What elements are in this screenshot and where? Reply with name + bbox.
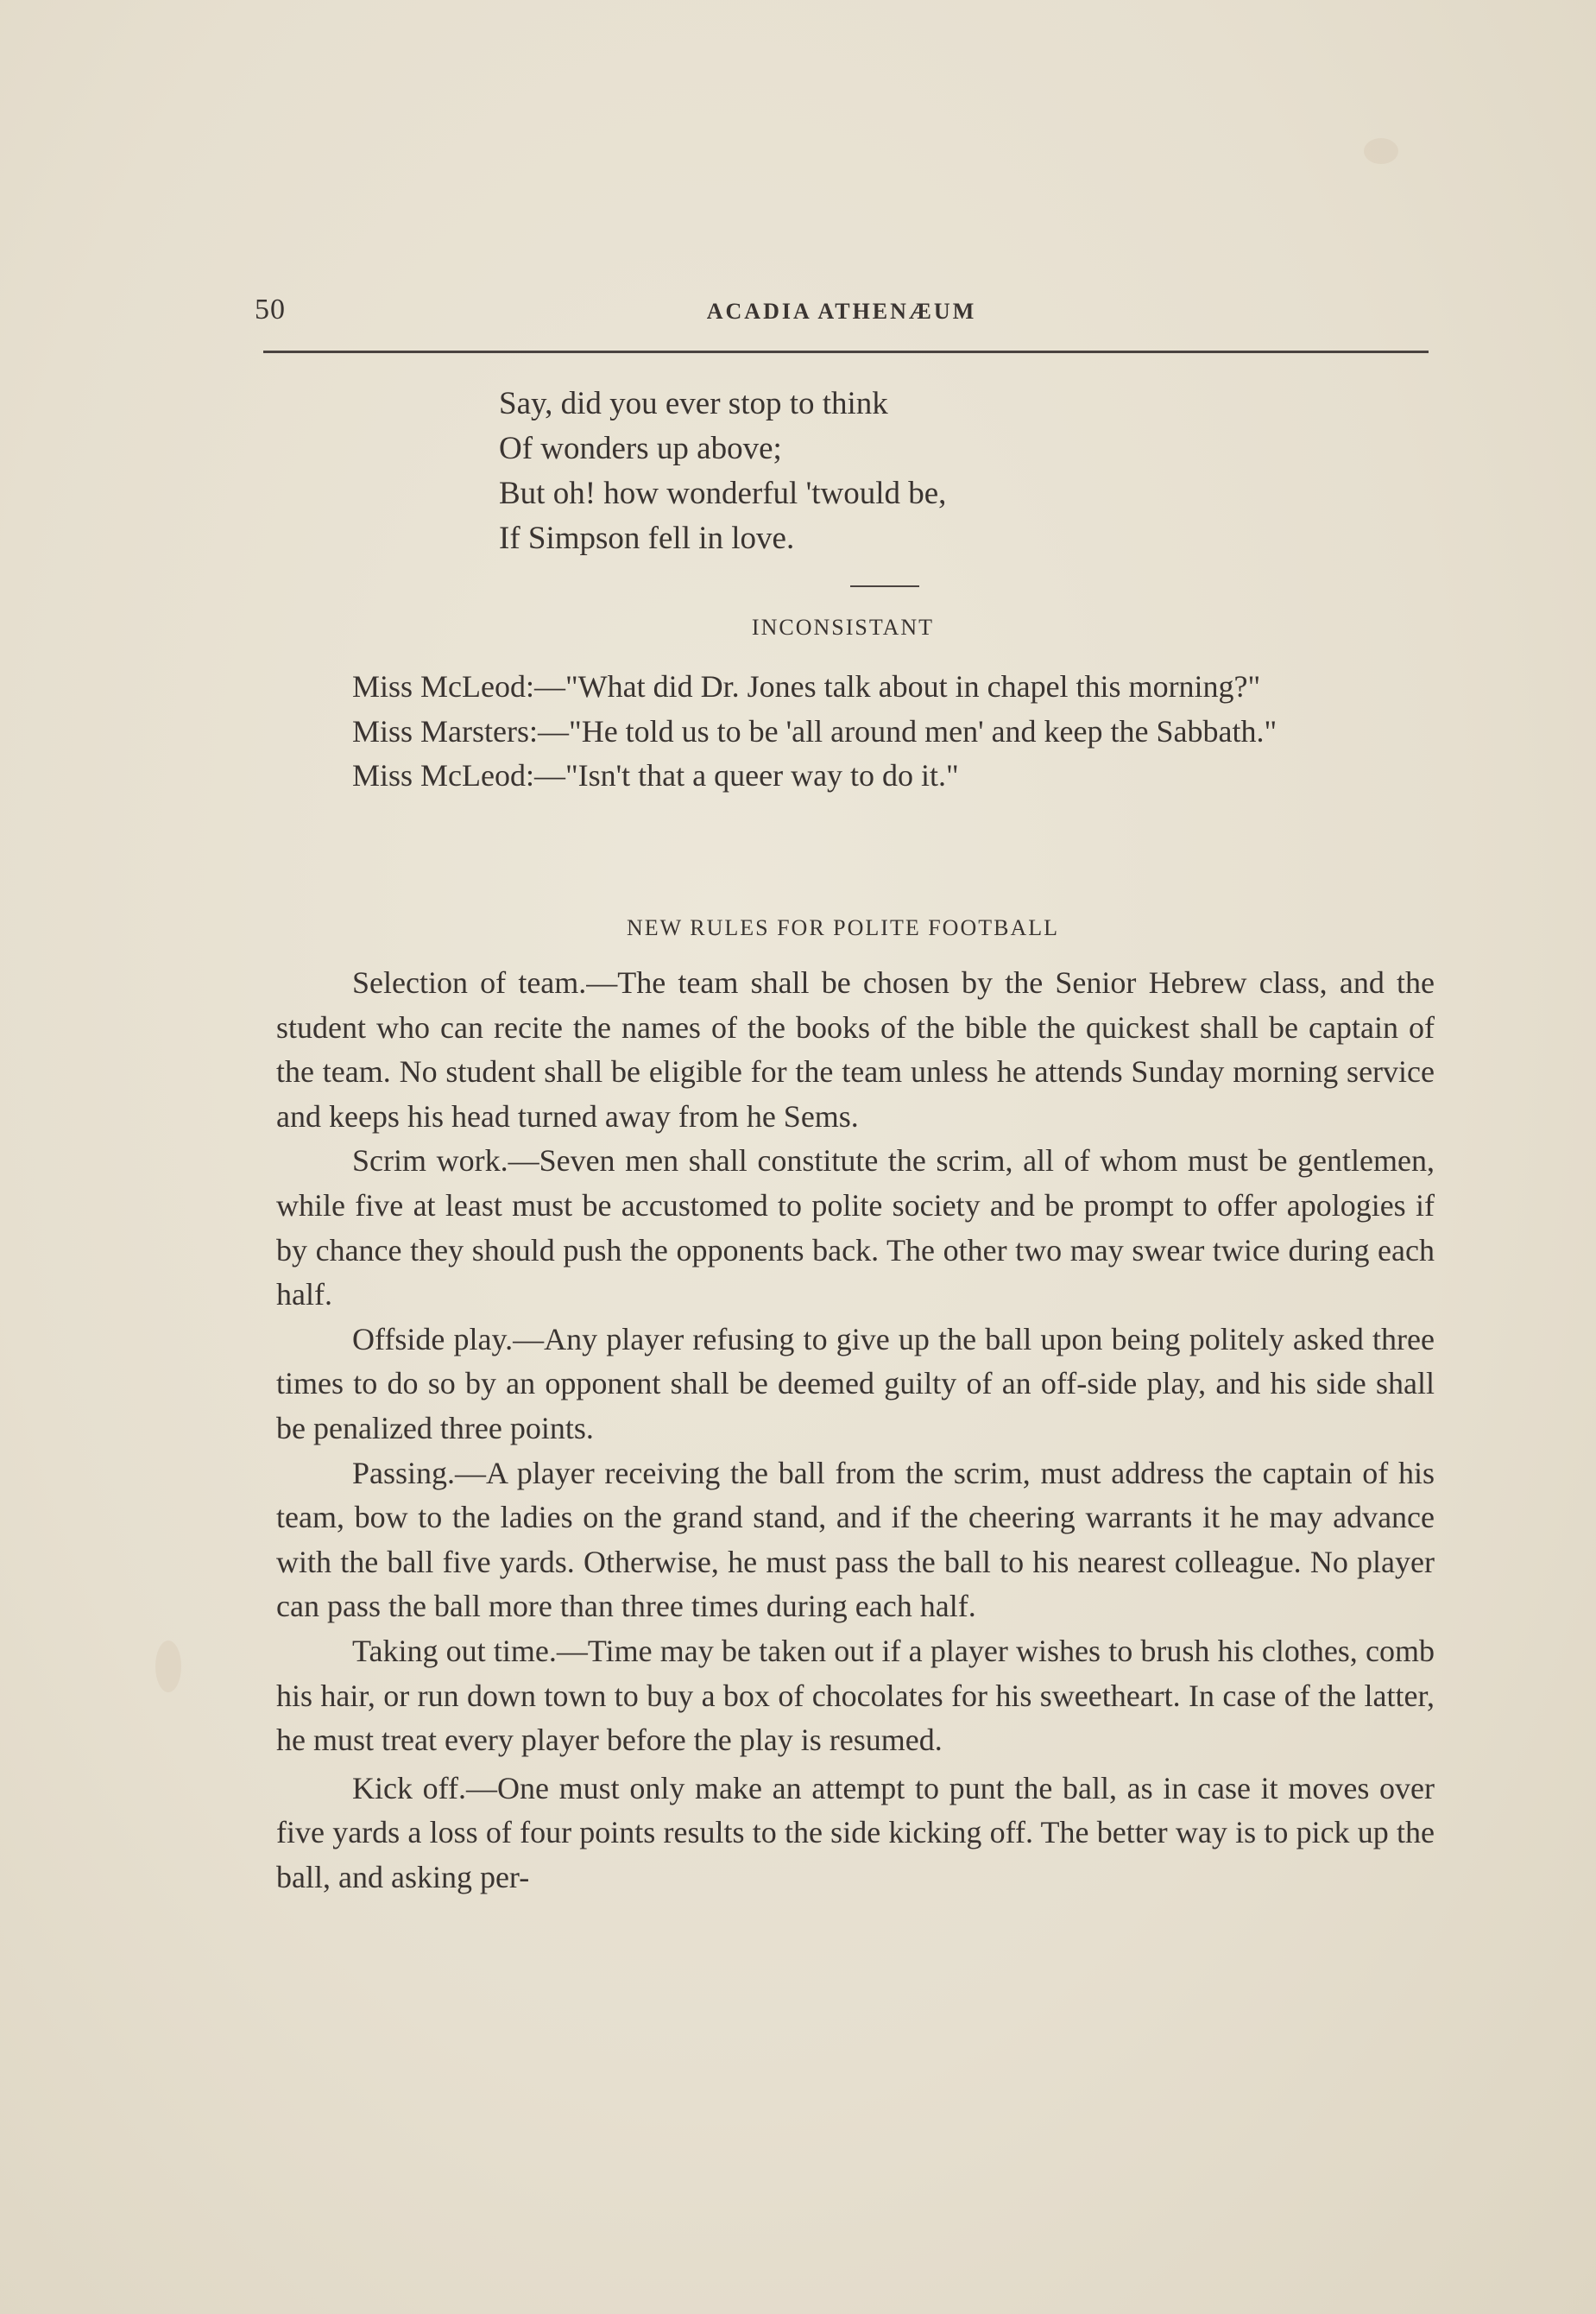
poem-line: Say, did you ever stop to think [499, 386, 888, 421]
poem-line: Of wonders up above; [499, 431, 782, 466]
poem [499, 382, 946, 561]
section-heading-football: NEW RULES FOR POLITE FOOTBALL [627, 915, 1059, 940]
dialogue [276, 665, 1435, 799]
header-rule [263, 351, 1429, 353]
rule-paragraph: Kick off.—One must only make an attempt to punt the ball, as in case it moves over five yards a loss of four points results to the side kicking off. The better way is to pick up the ball, and asking per- [276, 1770, 1435, 1894]
dialogue-paragraph: Miss Marsters:—"He told us to be 'all around men' and keep the Sabbath." [352, 713, 1277, 749]
rule-paragraph: Passing.—A player receiving the ball from the scrim, must address the captain of his team, bow to the ladies on the grand stand, and if the cheering warrants it he may advance with the ball five yards. Otherwise, he must pass the ball to his nearest colleague. No player can pass the ball more than three times during each half. [276, 1455, 1435, 1624]
poem-line: If Simpson fell in love. [499, 521, 795, 556]
rule-paragraph: Offside play.—Any player refusing to give up the ball upon being politely asked three times to do so by an opponent shall be deemed guilty of an off-side play, and his side shall be penalized three points. [276, 1321, 1435, 1445]
rule-paragraph: Selection of team.—The team shall be chosen by the Senior Hebrew class, and the student who can recite the names of the books of the bible the quickest shall be captain of the team. No student shall be eligible for the team unless he attends Sunday morning service and keeps his head turned away from he Sems. [276, 965, 1435, 1134]
rule-paragraph: Taking out time.—Time may be taken out if a player wishes to brush his clothes, comb his hair, or run down town to buy a box of chocolates for his sweetheart. In case of the latter, he must treat every player before the play is resumed. [276, 1633, 1435, 1758]
page-header [255, 294, 1429, 328]
paper-stain [1364, 138, 1398, 164]
running-title: ACADIA ATHENÆUM [706, 299, 977, 324]
football-rules [276, 961, 1435, 1900]
page-number: 50 [255, 294, 286, 326]
section-divider [850, 585, 919, 587]
paper-stain [155, 1641, 181, 1692]
poem-line: But oh! how wonderful 'twould be, [499, 476, 947, 511]
rule-paragraph: Scrim work.—Seven men shall constitute the scrim, all of whom must be gentlemen, while five at least must be accustomed to polite society and be prompt to offer apologies if by chance they should push the opponents back. The other two may swear twice during each half. [276, 1143, 1435, 1312]
dialogue-paragraph: Miss McLeod:—"Isn't that a queer way to do it." [352, 758, 959, 793]
dialogue-paragraph: Miss McLeod:—"What did Dr. Jones talk about in chapel this morning?" [352, 669, 1261, 704]
section-heading-inconsistant: INCONSISTANT [751, 615, 935, 640]
